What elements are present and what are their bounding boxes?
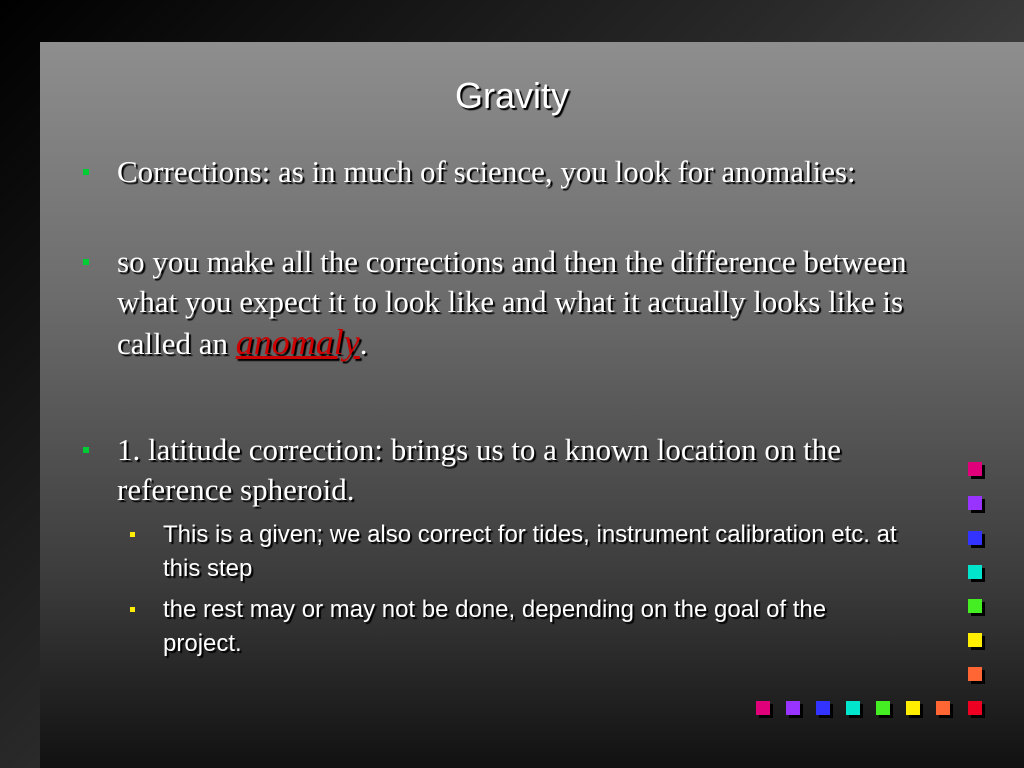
- bullet-square-icon: [83, 169, 89, 175]
- sub-bullet-text: This is a given; we also correct for tides, instrument calibration etc. at this step: [163, 521, 897, 582]
- decor-square-cyan: [968, 565, 982, 579]
- sub-bullet-given: [127, 518, 907, 586]
- bullet-text-end: .: [359, 326, 368, 361]
- decor-square-magenta: [968, 462, 982, 476]
- bullet-square-icon: [83, 259, 89, 265]
- decor-square-blue: [968, 531, 982, 545]
- bullet-text: Corrections: as in much of science, you look for anomalies:: [117, 154, 856, 189]
- bullet-text: 1. latitude correction: brings us to a known location on the reference spheroid.: [117, 432, 842, 507]
- sub-bullet-square-icon: [130, 607, 135, 612]
- sub-bullet-text: the rest may or may not be done, depending on the goal of the project.: [163, 596, 827, 657]
- decor-square-yellow: [906, 701, 920, 715]
- bullet-square-icon: [83, 447, 89, 453]
- slide-title: Gravity: [454, 75, 569, 116]
- decor-square-green: [968, 599, 982, 613]
- bullet-text-wrapper: [117, 242, 920, 364]
- bullet-difference: [80, 242, 920, 364]
- bullet-latitude: [80, 430, 920, 510]
- anomaly-emphasis: anomaly: [235, 322, 360, 362]
- decor-square-cyan: [846, 701, 860, 715]
- decor-square-purple: [786, 701, 800, 715]
- decor-square-magenta: [756, 701, 770, 715]
- decor-square-blue: [816, 701, 830, 715]
- decor-square-green: [876, 701, 890, 715]
- sub-bullet-rest: [127, 593, 907, 661]
- sub-bullet-square-icon: [130, 532, 135, 537]
- decor-square-orange: [936, 701, 950, 715]
- decor-square-yellow: [968, 633, 982, 647]
- decor-square-purple: [968, 496, 982, 510]
- bullet-corrections: [80, 152, 920, 192]
- bullet-text: so you make all the corrections and then the difference between what you expect it to look like and what it actually looks like is called an: [117, 244, 907, 361]
- decor-square-red: [968, 701, 982, 715]
- decor-square-orange: [968, 667, 982, 681]
